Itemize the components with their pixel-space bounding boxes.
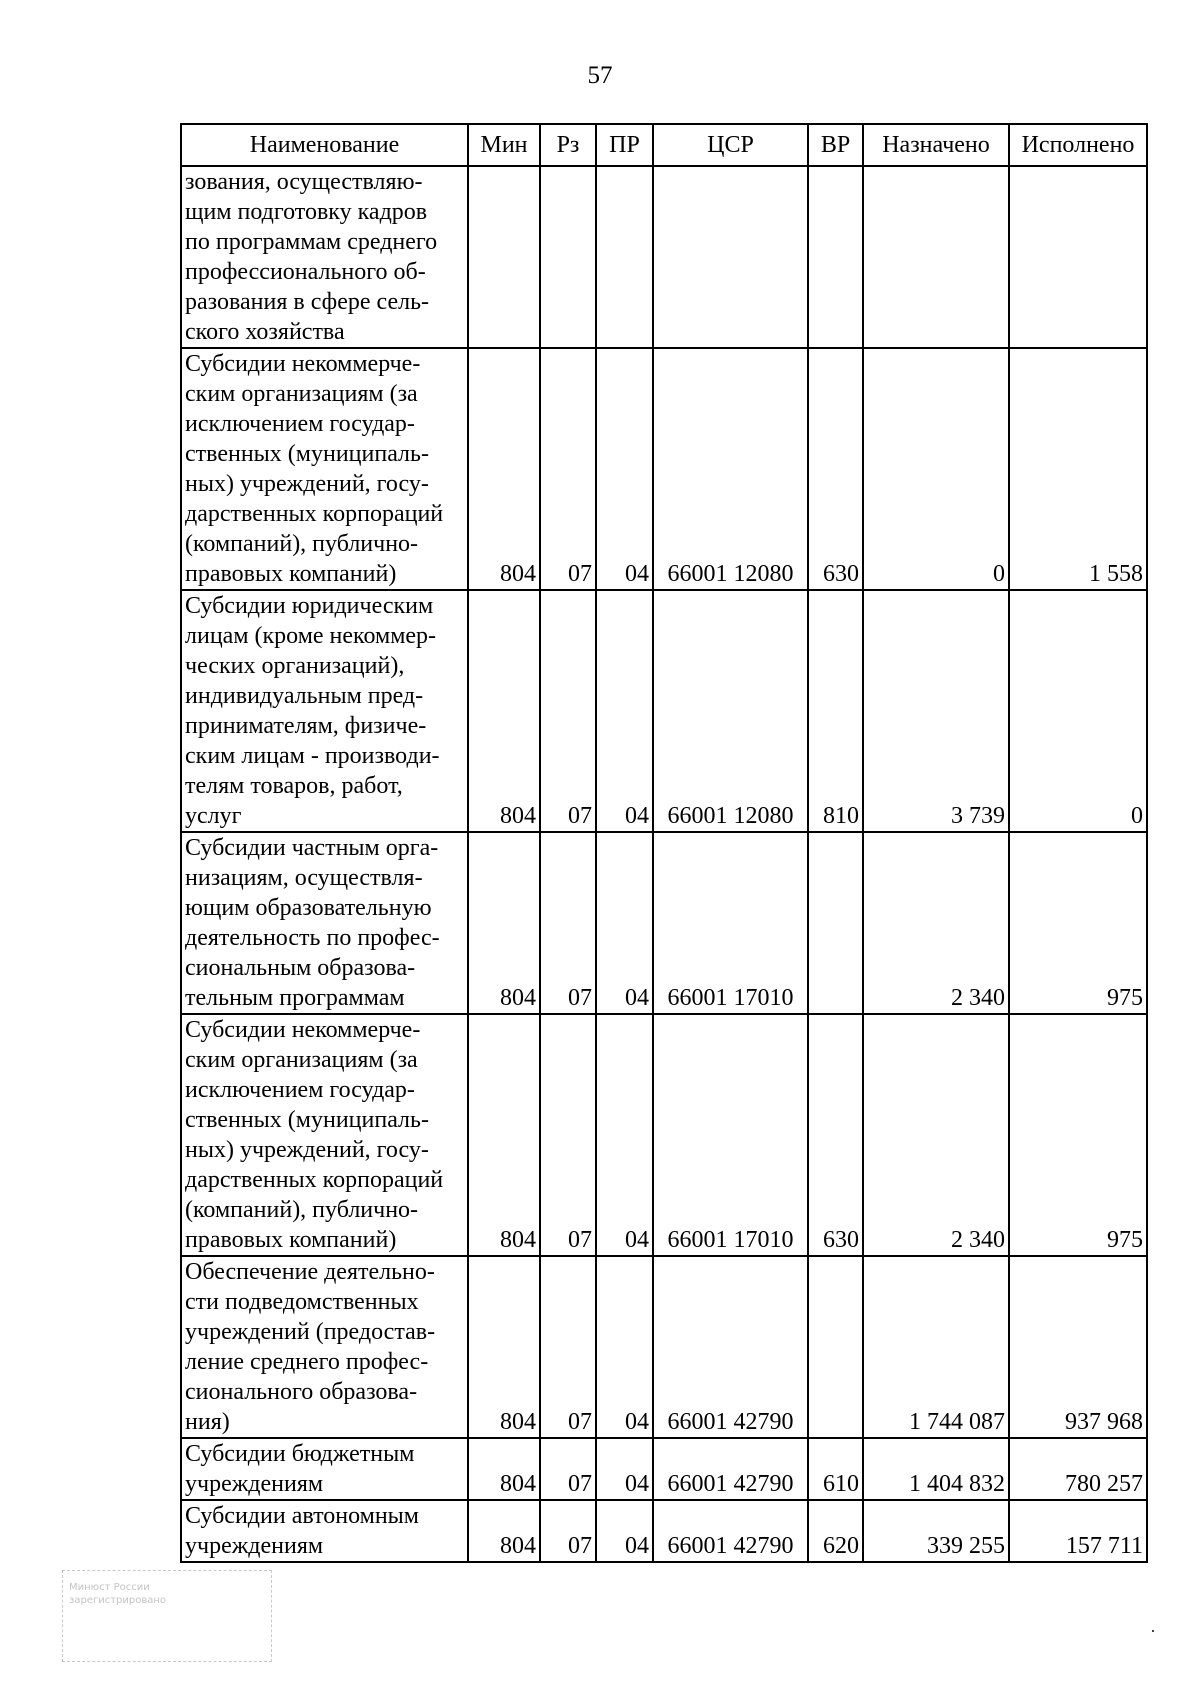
cell-vr [808, 166, 863, 348]
cell-rz: 07 [540, 1014, 596, 1256]
name-line: учреждениям [185, 1533, 324, 1559]
cell-csr: 66001 17010 [653, 1014, 808, 1256]
name-line: зования, осуществляю- [185, 169, 423, 195]
header-name: Наименование [181, 124, 468, 166]
cell-min: 804 [468, 1014, 540, 1256]
cell-rz: 07 [540, 348, 596, 590]
cell-rz: 07 [540, 1438, 596, 1500]
name-line: дарственных корпораций [185, 1167, 444, 1193]
cell-pr: 04 [596, 832, 653, 1014]
cell-name [181, 1256, 468, 1438]
name-line: Субсидии автономным [185, 1503, 419, 1529]
cell-executed [1009, 166, 1147, 348]
cell-min: 804 [468, 590, 540, 832]
name-line: правовых компаний) [185, 561, 397, 587]
table-row [181, 1500, 1147, 1562]
name-line: профессионального об- [185, 259, 426, 285]
cell-pr: 04 [596, 1500, 653, 1562]
cell-rz: 07 [540, 590, 596, 832]
cell-vr: 630 [808, 348, 863, 590]
name-line: ния) [185, 1409, 230, 1435]
table-body [181, 166, 1147, 1562]
cell-pr: 04 [596, 1438, 653, 1500]
cell-pr: 04 [596, 348, 653, 590]
name-line: учреждений (предостав- [185, 1319, 436, 1345]
cell-executed: 157 711 [1009, 1500, 1147, 1562]
name-line: (компаний), публично- [185, 531, 419, 557]
cell-min: 804 [468, 832, 540, 1014]
name-line: ных) учреждений, госу- [185, 471, 429, 497]
name-line: сионального образова- [185, 1379, 418, 1405]
name-line: ческих организаций), [185, 653, 405, 679]
scan-speck [1152, 1630, 1154, 1632]
name-line: ским организациям (за [185, 1047, 418, 1073]
cell-assigned: 2 340 [863, 1014, 1009, 1256]
table-row [181, 590, 1147, 832]
table-row [181, 166, 1147, 348]
name-line: телям товаров, работ, [185, 773, 403, 799]
cell-executed: 937 968 [1009, 1256, 1147, 1438]
name-line: ных) учреждений, госу- [185, 1137, 429, 1163]
cell-min [468, 166, 540, 348]
header-csr: ЦСР [653, 124, 808, 166]
registration-stamp [62, 1570, 272, 1662]
cell-executed: 0 [1009, 590, 1147, 832]
name-line: услуг [185, 803, 242, 829]
cell-vr: 630 [808, 1014, 863, 1256]
cell-csr: 66001 42790 [653, 1438, 808, 1500]
cell-pr: 04 [596, 1256, 653, 1438]
cell-pr: 04 [596, 590, 653, 832]
cell-executed: 1 558 [1009, 348, 1147, 590]
cell-executed: 780 257 [1009, 1438, 1147, 1500]
name-line: принимателям, физиче- [185, 713, 427, 739]
name-line: исключением государ- [185, 411, 415, 437]
cell-vr [808, 832, 863, 1014]
cell-csr: 66001 17010 [653, 832, 808, 1014]
cell-vr: 810 [808, 590, 863, 832]
name-line: индивидуальным пред- [185, 683, 424, 709]
cell-rz [540, 166, 596, 348]
name-line: сиональным образова- [185, 955, 416, 981]
name-line: учреждениям [185, 1471, 324, 1497]
name-line: низациям, осуществля- [185, 865, 423, 891]
header-min: Мин [468, 124, 540, 166]
name-line: разования в сфере сель- [185, 289, 430, 315]
name-line: Субсидии юридическим [185, 593, 434, 619]
cell-assigned: 339 255 [863, 1500, 1009, 1562]
name-line: Субсидии некоммерче- [185, 351, 421, 377]
name-line: деятельность по профес- [185, 925, 440, 951]
cell-min: 804 [468, 1256, 540, 1438]
cell-executed: 975 [1009, 1014, 1147, 1256]
stamp-line: Минюст России [69, 1582, 150, 1593]
cell-csr: 66001 12080 [653, 590, 808, 832]
cell-vr: 620 [808, 1500, 863, 1562]
cell-assigned: 0 [863, 348, 1009, 590]
cell-min: 804 [468, 1500, 540, 1562]
table-row [181, 1014, 1147, 1256]
name-line: ским организациям (за [185, 381, 418, 407]
header-assigned: Назначено [863, 124, 1009, 166]
name-line: сти подведомственных [185, 1289, 419, 1315]
cell-pr [596, 166, 653, 348]
cell-executed: 975 [1009, 832, 1147, 1014]
name-line: лицам (кроме некоммер- [185, 623, 437, 649]
table-row [181, 348, 1147, 590]
cell-csr [653, 166, 808, 348]
cell-csr: 66001 42790 [653, 1256, 808, 1438]
stamp-line: зарегистрировано [69, 1595, 167, 1606]
page-number: 57 [587, 62, 613, 89]
cell-name [181, 1500, 468, 1562]
name-line: ского хозяйства [185, 319, 345, 345]
cell-assigned: 3 739 [863, 590, 1009, 832]
cell-assigned: 2 340 [863, 832, 1009, 1014]
cell-rz: 07 [540, 1256, 596, 1438]
cell-pr: 04 [596, 1014, 653, 1256]
header-pr: ПР [596, 124, 653, 166]
name-line: (компаний), публично- [185, 1197, 419, 1223]
cell-vr [808, 1256, 863, 1438]
cell-assigned [863, 166, 1009, 348]
cell-csr: 66001 42790 [653, 1500, 808, 1562]
name-line: правовых компаний) [185, 1227, 397, 1253]
name-line: Обеспечение деятельно- [185, 1259, 435, 1285]
header-rz: Рз [540, 124, 596, 166]
name-line: по программам среднего [185, 229, 438, 255]
cell-min: 804 [468, 348, 540, 590]
name-line: исключением государ- [185, 1077, 415, 1103]
cell-name [181, 832, 468, 1014]
name-line: Субсидии частным орга- [185, 835, 439, 861]
cell-name [181, 590, 468, 832]
cell-name [181, 166, 468, 348]
name-line: Субсидии некоммерче- [185, 1017, 421, 1043]
cell-name [181, 1438, 468, 1500]
name-line: ственных (муниципаль- [185, 441, 429, 467]
name-line: тельным программам [185, 985, 405, 1011]
budget-table [180, 123, 1148, 1563]
name-line: ским лицам - производи- [185, 743, 440, 769]
cell-assigned: 1 744 087 [863, 1256, 1009, 1438]
cell-csr: 66001 12080 [653, 348, 808, 590]
cell-name [181, 1014, 468, 1256]
table-row [181, 1438, 1147, 1500]
name-line: Субсидии бюджетным [185, 1441, 415, 1467]
table-row [181, 1256, 1147, 1438]
cell-rz: 07 [540, 1500, 596, 1562]
name-line: щим подготовку кадров [185, 199, 428, 225]
name-line: ственных (муниципаль- [185, 1107, 429, 1133]
header-vr: ВР [808, 124, 863, 166]
name-line: дарственных корпораций [185, 501, 444, 527]
cell-name [181, 348, 468, 590]
cell-rz: 07 [540, 832, 596, 1014]
cell-min: 804 [468, 1438, 540, 1500]
table-header-row [181, 124, 1147, 166]
name-line: ющим образовательную [185, 895, 432, 921]
table-row [181, 832, 1147, 1014]
cell-assigned: 1 404 832 [863, 1438, 1009, 1500]
header-executed: Исполнено [1009, 124, 1147, 166]
cell-vr: 610 [808, 1438, 863, 1500]
name-line: ление среднего профес- [185, 1349, 429, 1375]
